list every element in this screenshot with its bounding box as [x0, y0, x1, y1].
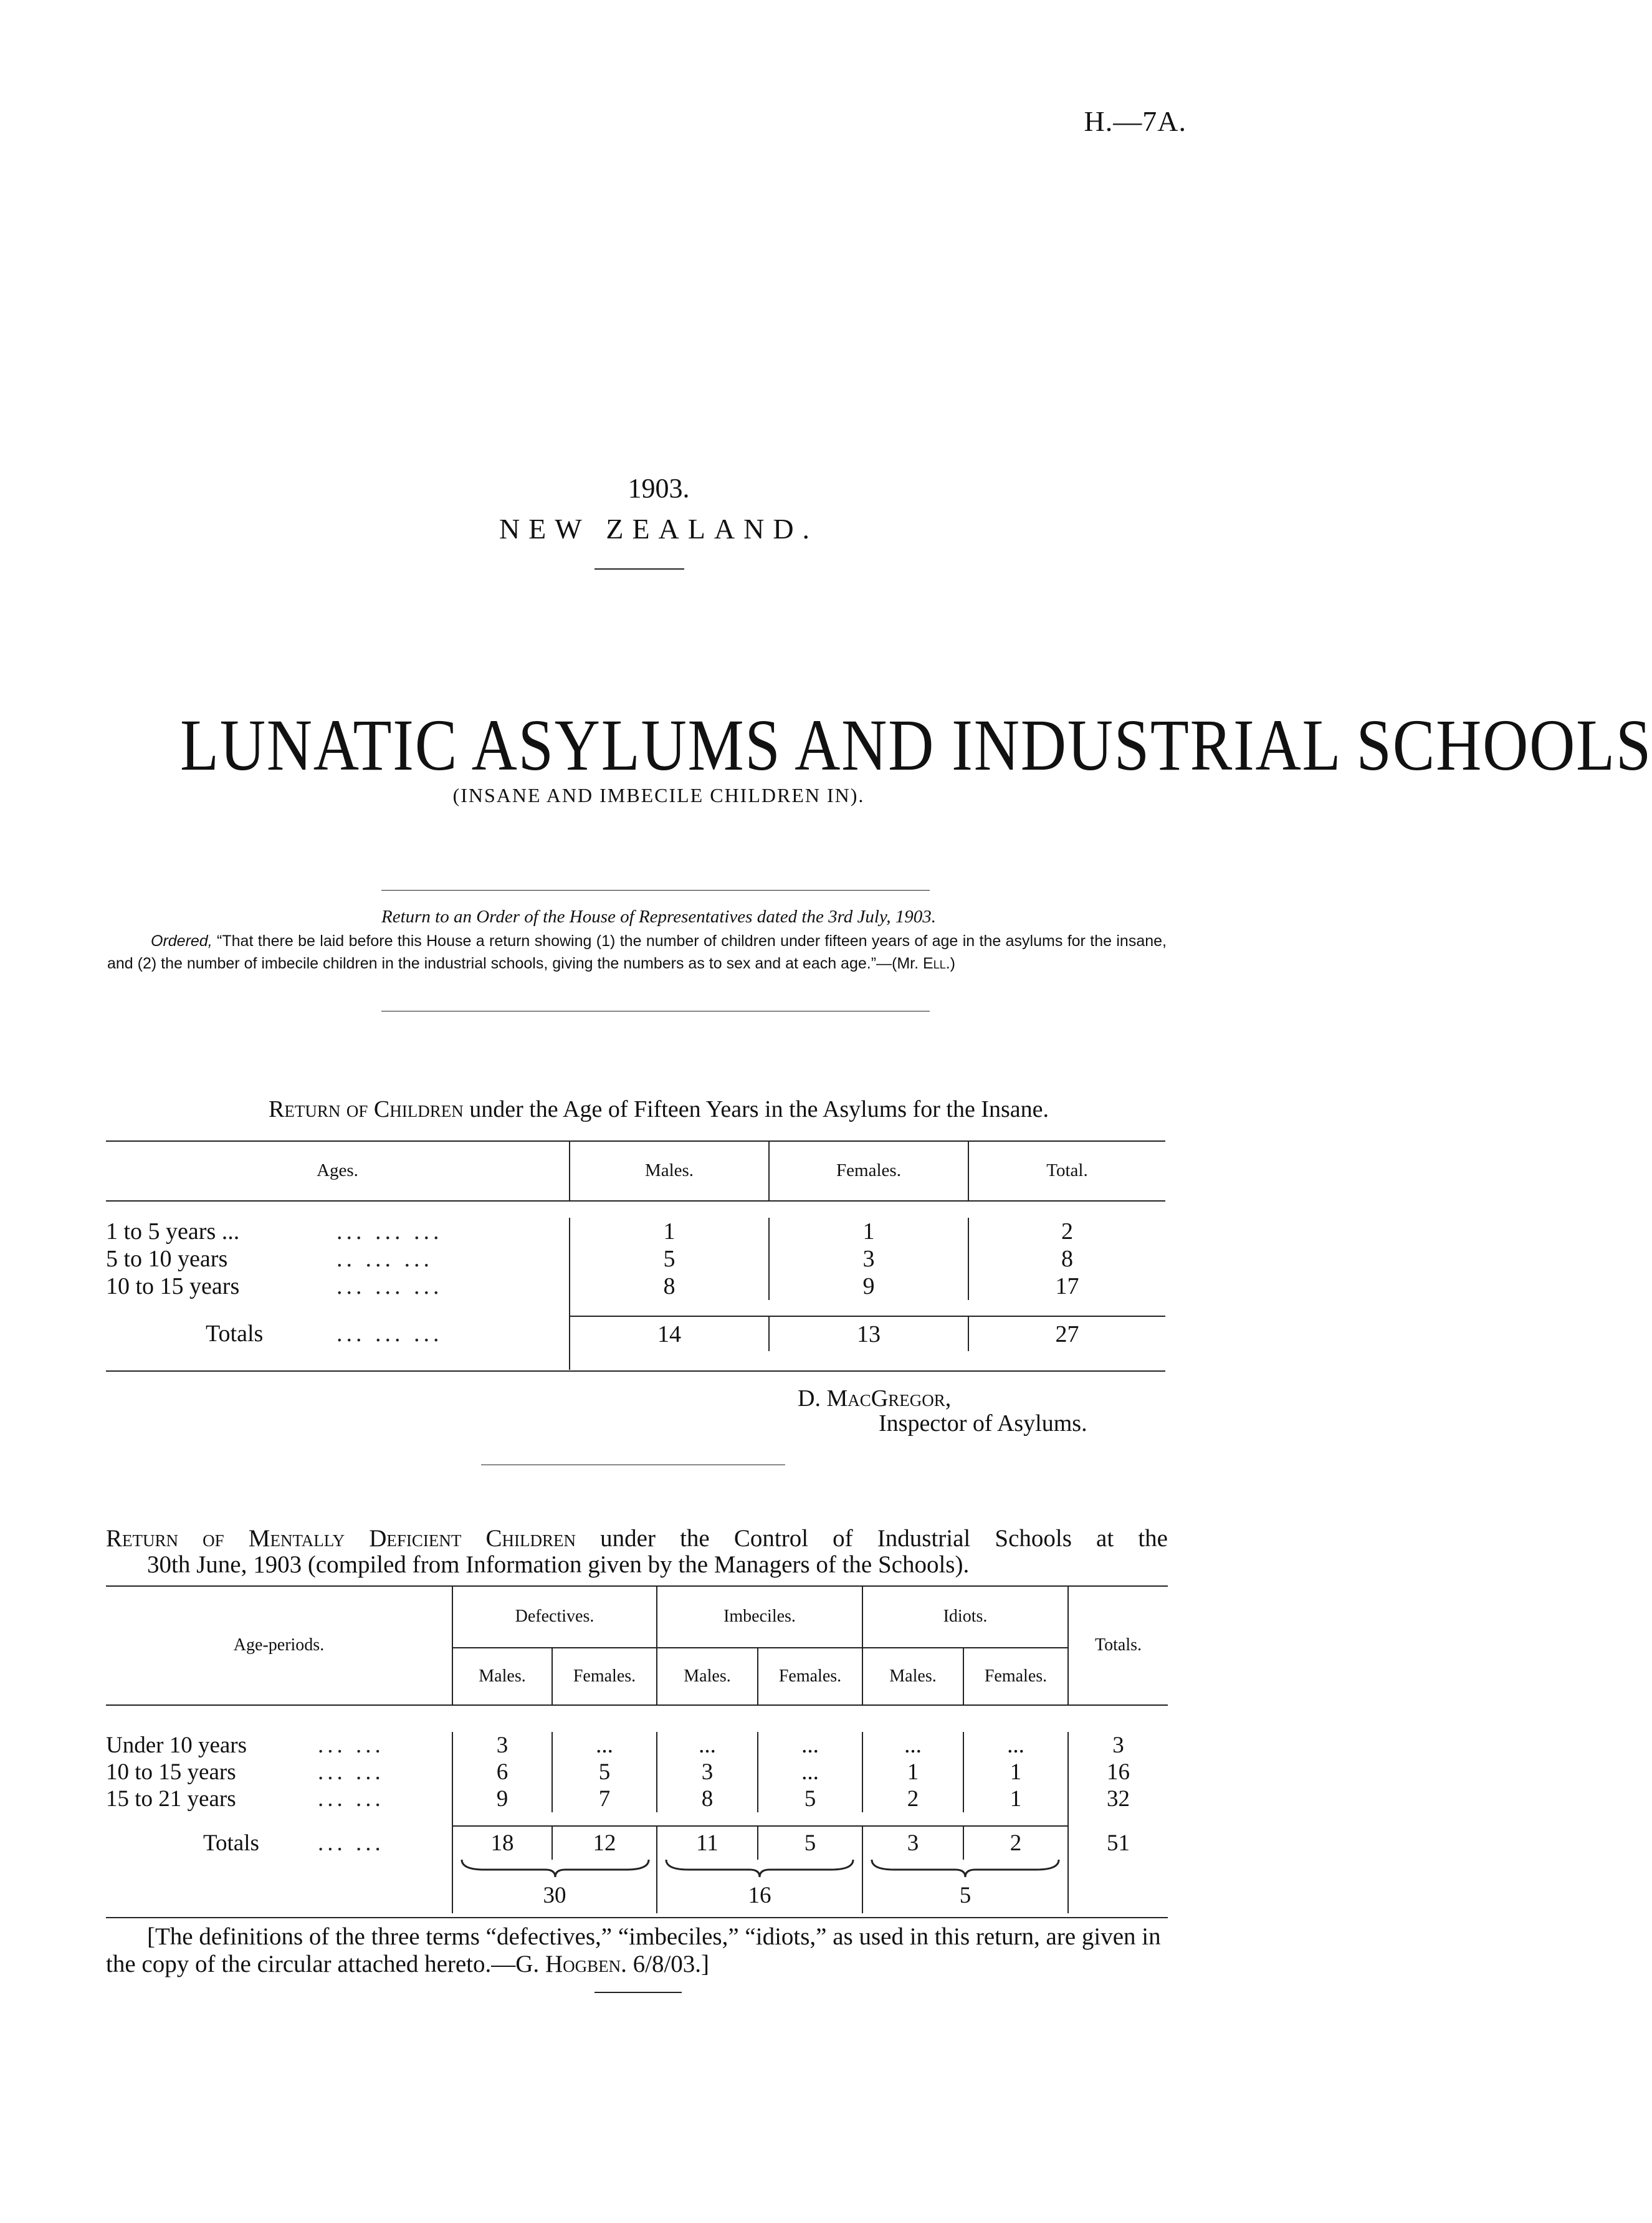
order-text [107, 930, 1167, 975]
table2-heading-caps: Return of Mentally Deficient Children [106, 1525, 576, 1552]
group-total-defectives: 30 [543, 1882, 566, 1908]
cell-total: 16 [1068, 1759, 1168, 1786]
row-label: 10 to 15 years [106, 1273, 240, 1299]
table-row [106, 1245, 1165, 1273]
sub-males: Males. [452, 1648, 552, 1705]
leader-dots: ... ... [318, 1786, 384, 1812]
totals-label: Totals [206, 1321, 264, 1347]
total-cell: 5 [758, 1826, 862, 1860]
divider [381, 890, 930, 891]
signature-initial: D. [798, 1385, 827, 1412]
row-label: 1 to 5 years ... [106, 1218, 240, 1245]
total-females: 13 [769, 1316, 968, 1351]
cell-males: 8 [570, 1273, 769, 1300]
sub-males: Males. [657, 1648, 758, 1705]
total-all: 51 [1068, 1826, 1168, 1860]
total-cell: 12 [552, 1826, 657, 1860]
group-total-idiots: 5 [959, 1882, 972, 1908]
year: 1903. [628, 473, 690, 504]
table2-heading [106, 1526, 1168, 1578]
cell: 2 [862, 1786, 963, 1812]
group-total-cell [452, 1860, 657, 1913]
total-cell: 18 [452, 1826, 552, 1860]
cell: 3 [657, 1759, 758, 1786]
table-row [106, 1786, 1168, 1812]
cell-total: 3 [1068, 1732, 1168, 1759]
leader-dots: .. ... ... [337, 1246, 433, 1272]
col-age-periods: Age-periods. [233, 1635, 325, 1655]
table2 [106, 1585, 1168, 1913]
cell: ... [657, 1732, 758, 1759]
cell: 1 [963, 1759, 1068, 1786]
col-males: Males. [570, 1140, 769, 1201]
table-row [106, 1732, 1168, 1759]
ordered-close: .) [945, 955, 955, 972]
total-cell: 3 [862, 1826, 963, 1860]
sub-females: Females. [963, 1648, 1068, 1705]
ordered-text: “That there be laid before this House a return showing (1) the number of children under fifteen years of age in the asylums for the insane, and (2) the number of imbecile children in the industrial schools, giving the numbers as to sex and at each age.”—(Mr. [107, 932, 1167, 972]
leader-dots: ... ... ... [337, 1218, 443, 1245]
group-total-imbeciles: 16 [748, 1882, 771, 1908]
cell: 8 [657, 1786, 758, 1812]
footnote-date: . 6/8/03.] [621, 1951, 710, 1977]
cell: 7 [552, 1786, 657, 1812]
total-cell: 11 [657, 1826, 758, 1860]
row-label: Under 10 years [106, 1733, 247, 1758]
table2-bottom-rule [106, 1917, 1168, 1918]
cell: 3 [452, 1732, 552, 1759]
cell: ... [758, 1759, 862, 1786]
divider [594, 568, 684, 570]
cell-females: 1 [769, 1218, 968, 1245]
footnote-name: Hogben [545, 1951, 621, 1977]
cell: 5 [552, 1759, 657, 1786]
totals-label: Totals [203, 1830, 259, 1856]
brace-icon [459, 1857, 651, 1878]
cell-females: 3 [769, 1245, 968, 1273]
row-label: 5 to 10 years [106, 1246, 228, 1272]
table2-heading-text: under the Control of Industrial Schools at the [600, 1525, 1168, 1552]
cell: 1 [963, 1786, 1068, 1812]
table-row [106, 1759, 1168, 1786]
cell: 9 [452, 1786, 552, 1812]
cell-total: 8 [968, 1245, 1165, 1273]
signature-title: Inspector of Asylums. [879, 1410, 1087, 1437]
col-females: Females. [769, 1140, 968, 1201]
table-row [106, 1273, 1165, 1300]
total-cell: 2 [963, 1826, 1068, 1860]
table1-heading-text: under the Age of Fifteen Years in the Asylums for the Insane. [469, 1096, 1049, 1122]
table1-heading [0, 1096, 1317, 1123]
total-all: 27 [968, 1316, 1165, 1351]
col-totals: Totals. [1068, 1585, 1168, 1705]
table2-totals-row [106, 1826, 1168, 1860]
table2-heading-line2: 30th June, 1903 (compiled from Information given by the Managers of the Schools). [147, 1551, 970, 1578]
table1-header-row [106, 1140, 1165, 1201]
leader-dots: ... ... ... [337, 1273, 443, 1299]
signature-name [798, 1385, 951, 1412]
group-imbeciles: Imbeciles. [657, 1585, 862, 1648]
leader-dots: ... ... ... [337, 1321, 443, 1347]
group-total-cell [657, 1860, 862, 1913]
table1-heading-caps: Return of Children [269, 1096, 464, 1122]
col-total: Total. [968, 1140, 1165, 1201]
sub-males: Males. [862, 1648, 963, 1705]
cell: 1 [862, 1759, 963, 1786]
sub-females: Females. [758, 1648, 862, 1705]
leader-dots: ... ... [318, 1759, 384, 1785]
row-label: 15 to 21 years [106, 1786, 236, 1812]
order-reference: Return to an Order of the House of Representatives dated the 3rd July, 1903. [381, 907, 936, 927]
cell: 6 [452, 1759, 552, 1786]
cell-total: 17 [968, 1273, 1165, 1300]
cell: ... [758, 1732, 862, 1759]
table-row [106, 1218, 1165, 1245]
member-name: Ell [923, 955, 946, 972]
group-idiots: Idiots. [862, 1585, 1068, 1648]
document-reference: H.—7A. [1084, 105, 1186, 137]
cell-total: 2 [968, 1218, 1165, 1245]
cell-males: 5 [570, 1245, 769, 1273]
row-label: 10 to 15 years [106, 1759, 236, 1785]
brace-icon [664, 1857, 856, 1878]
table1 [106, 1140, 1165, 1370]
sub-females: Females. [552, 1648, 657, 1705]
group-defectives: Defectives. [452, 1585, 657, 1648]
cell: ... [963, 1732, 1068, 1759]
cell: ... [552, 1732, 657, 1759]
table1-totals-row [106, 1316, 1165, 1351]
leader-dots: ... ... [318, 1830, 384, 1856]
page-subtitle: (INSANE AND IMBECILE CHILDREN IN). [452, 784, 865, 806]
brace-icon [869, 1857, 1061, 1878]
cell-males: 1 [570, 1218, 769, 1245]
group-total-cell [862, 1860, 1068, 1913]
table1-bottom-rule [106, 1370, 1165, 1372]
divider [594, 1992, 682, 1993]
page-title: LUNATIC ASYLUMS AND INDUSTRIAL SCHOOLS [180, 704, 1652, 786]
footnote [106, 1923, 1168, 1978]
total-males: 14 [570, 1316, 769, 1351]
cell-females: 9 [769, 1273, 968, 1300]
signature-surname: MacGregor, [826, 1385, 952, 1412]
footnote-text: [The definitions of the three terms “defectives,” “imbeciles,” “idiots,” as used in this return, are given in the copy of the circular attached hereto.—G. [106, 1923, 1161, 1977]
cell: 5 [758, 1786, 862, 1812]
col-ages: Ages. [317, 1160, 358, 1180]
cell: ... [862, 1732, 963, 1759]
country: NEW ZEALAND. [499, 513, 819, 545]
cell-total: 32 [1068, 1786, 1168, 1812]
leader-dots: ... ... [318, 1733, 384, 1758]
ordered-label: Ordered, [151, 932, 212, 950]
